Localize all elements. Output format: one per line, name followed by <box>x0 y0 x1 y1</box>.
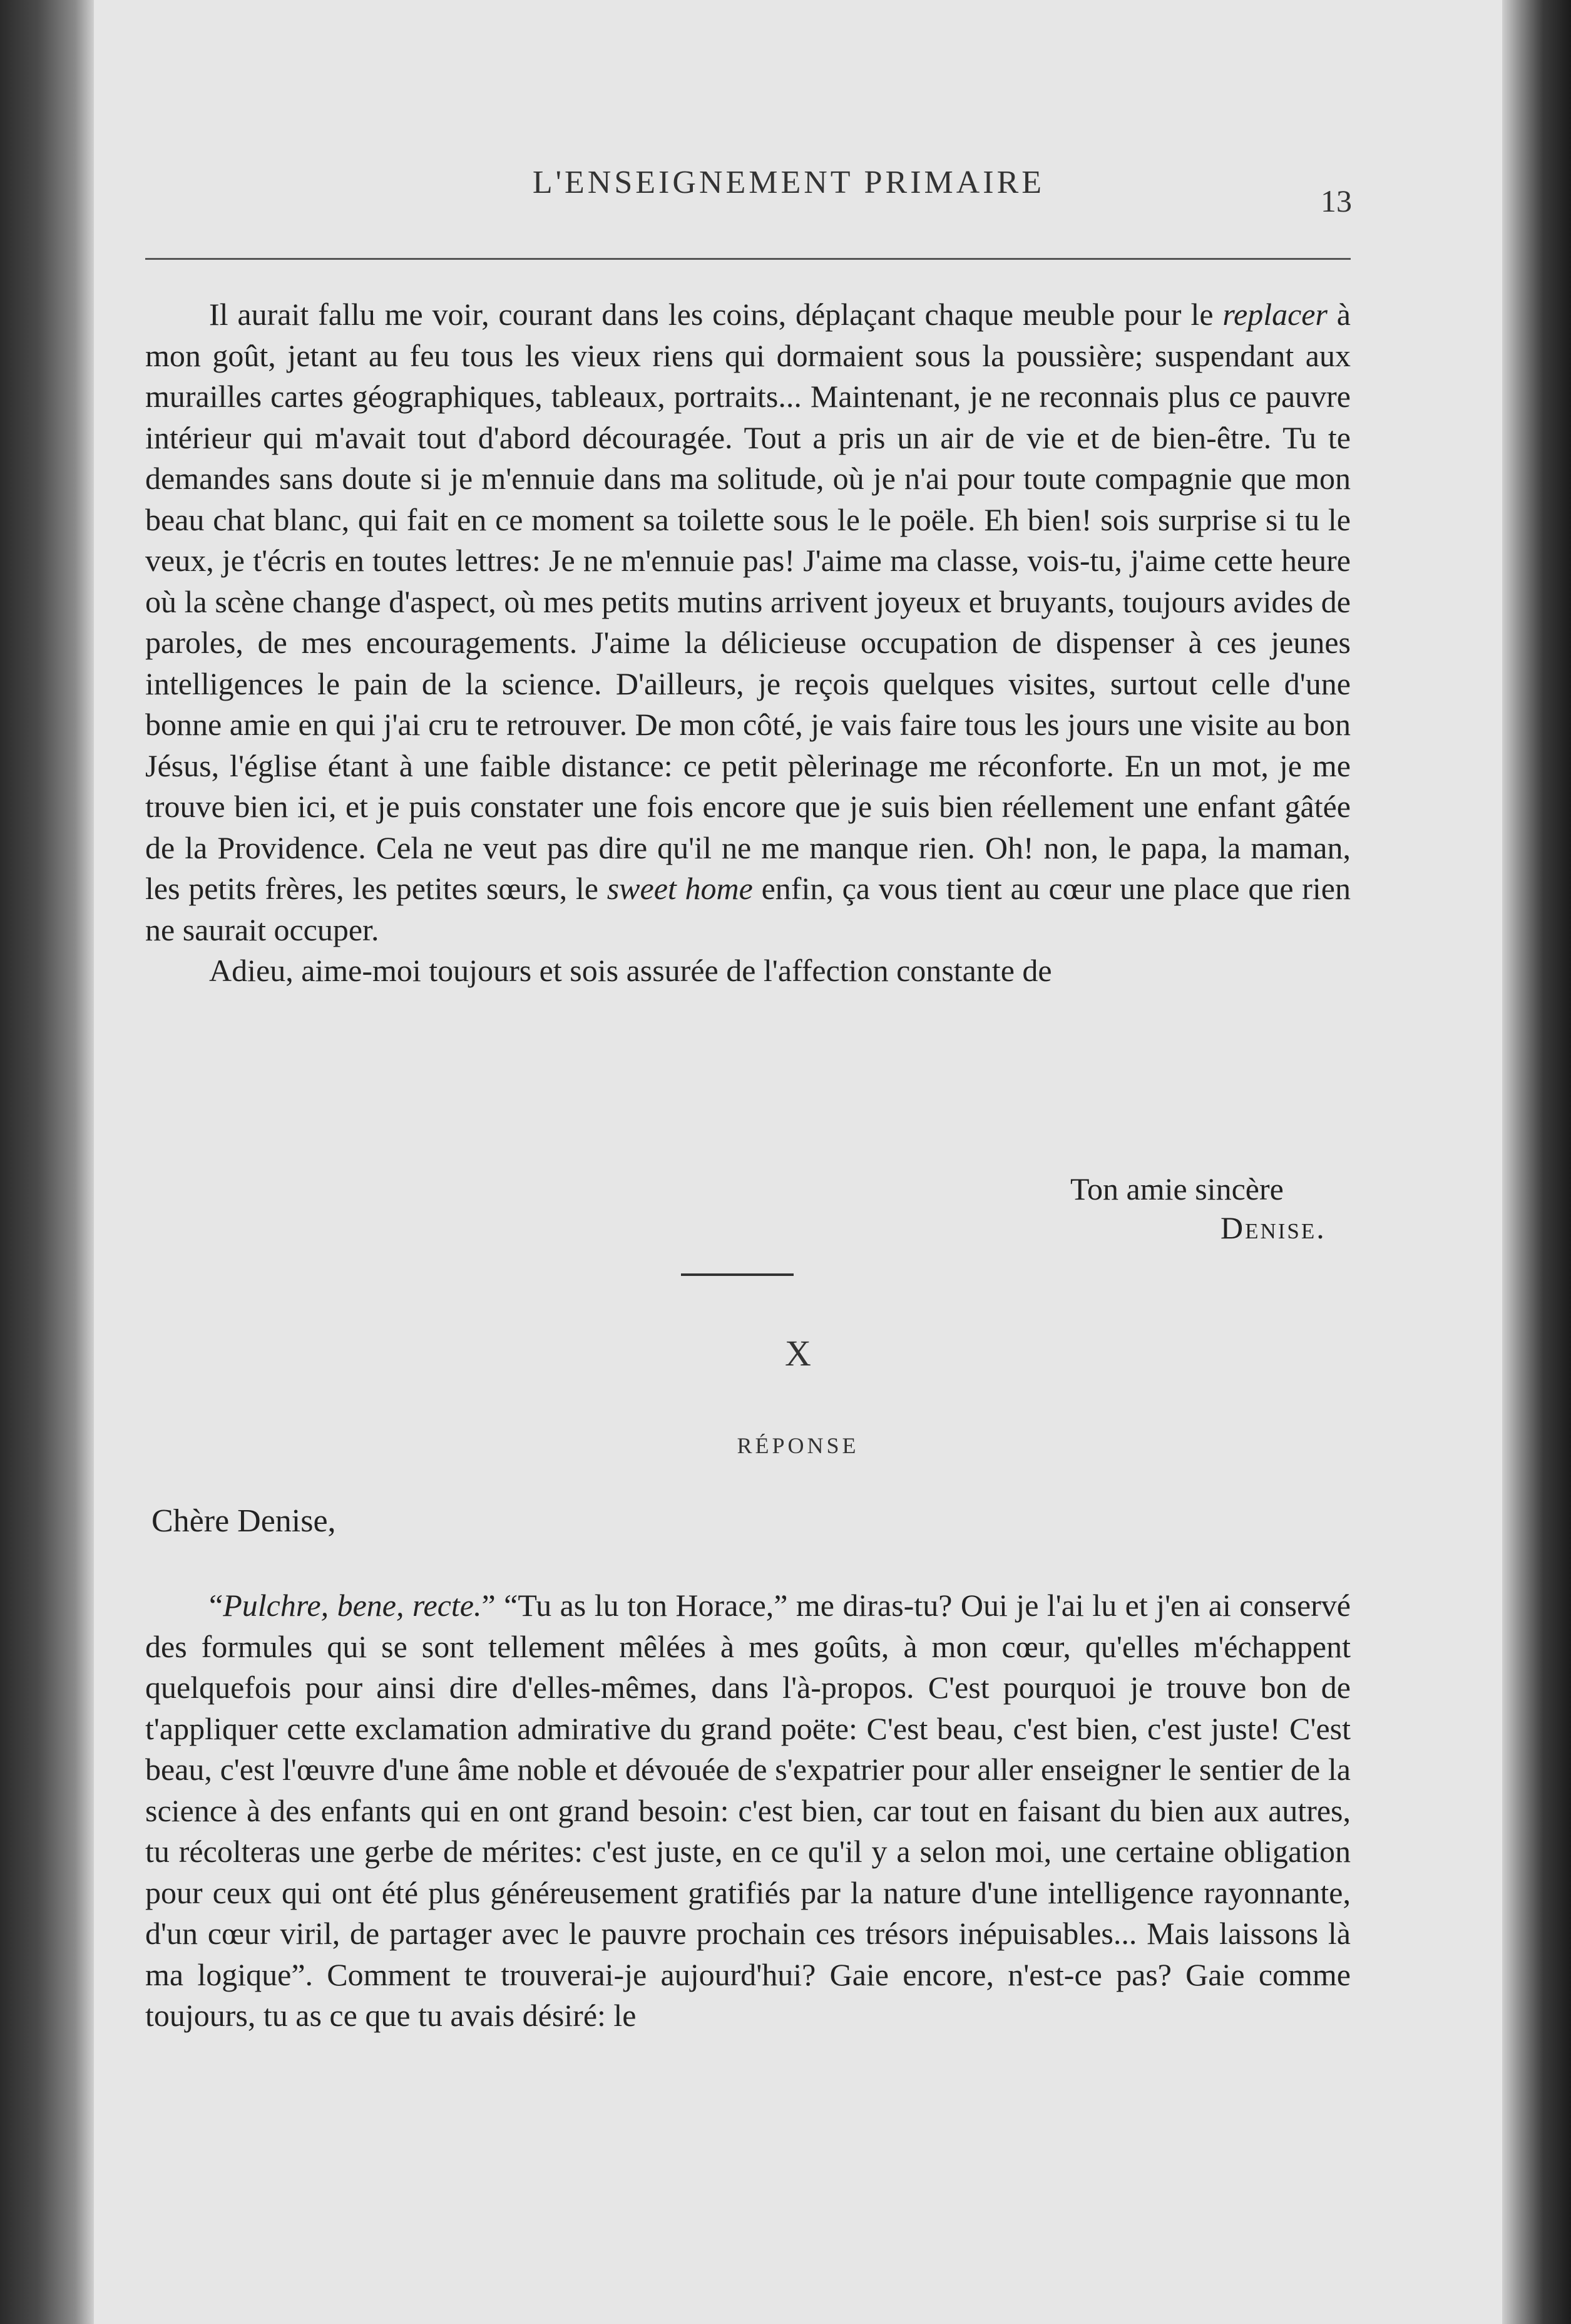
book-edge-right <box>1502 0 1571 2324</box>
text-run: ” “Tu as lu ton Horace,” me diras-tu? Oui je l'ai lu et j'en ai conservé des formules qui se sont tellement mêlées à mes goûts, à mon cœur, qu'elles m'échappent quelquefois pour ainsi dire d'elles-mêmes, dans l'à-propos. C'est pourquoi je trouve bon de t'appliquer cette exclamation admirative du grand poëte: C'est beau, c'est bien, c'est juste! C'est beau, c'est l'œuvre d'une âme noble et dévouée de s'expatrier pour aller enseigner le sentier de la science à des enfants qui en ont grand besoin: c'est bien, car tout en faisant du bien aux autres, tu récolteras une gerbe de mérites: c'est juste, en ce qu'il y a selon moi, une certaine obligation pour ceux qui ont été plus généreusement gratifiés par la nature d'une intelligence rayonnante, d'un cœur viril, de partager avec le pauvre prochain ces trésors inépuisables... Mais laissons là ma logique”. Comment te trouverai-je aujourd'hui? Gaie encore, n'est-ce pas? Gaie comme toujours, tu as ce que tu avais désiré: le <box>145 1588 1351 2033</box>
section-title: RÉPONSE <box>737 1433 859 1458</box>
text-run: Il aurait fallu me voir, courant dans les coins, déplaçant chaque meuble pour le <box>209 297 1223 332</box>
latin-quote: Pulchre, bene, recte. <box>223 1588 482 1623</box>
text-run: “ <box>209 1588 223 1623</box>
salutation: Chère Denise, <box>151 1503 336 1539</box>
section-number: X <box>785 1333 811 1374</box>
text-run: à mon goût, jetant au feu tous les vieux riens qui dormaient sous la poussière; suspendant aux murailles cartes géographiques, tableaux, portraits... Maintenant, je ne reconnais plus ce pauvre intérieur qui m'avait tout d'abord découragée. Tout a pris un air de vie et de bien-être. Tu te demandes sans doute si je m'ennuie dans ma solitude, où je n'ai pour toute compagnie que mon beau chat blanc, qui fait en ce moment sa toilette sous le le poële. Eh bien! sois surprise si tu le veux, je t'écris en toutes lettres: Je ne m'ennuie pas! J'aime ma classe, vois-tu, j'aime cette heure où la scène change d'aspect, où mes petits mutins arrivent joyeux et bruyants, toujours avides de paroles, de mes encouragements. J'aime la délicieuse occupation de dispenser à ces jeunes intelligences le pain de la science. D'ailleurs, je reçois quelques visites, surtout celle d'une bonne amie en qui j'ai cru te retrouver. De mon côté, je vais faire tous les jours une visite au bon Jésus, l'église étant à une faible distance: ce petit pèlerinage me réconforte. En un mot, je me trouve bien ici, et je puis constater une fois encore que je suis bien réellement une enfant gâtée de la Providence. Cela ne veut pas dire qu'il ne me manque rien. Oh! non, le papa, la maman, les petits frères, les petites sœurs, le <box>145 297 1351 906</box>
closing-line: Ton amie sincère <box>1070 1171 1284 1206</box>
signature-name: Denise. <box>1220 1210 1326 1245</box>
page-number: 13 <box>1321 183 1352 219</box>
header-rule <box>145 258 1351 260</box>
reply-paragraph <box>145 1585 1351 2037</box>
letter-paragraph-farewell: Adieu, aime-moi toujours et sois assurée de l'affection constante de <box>209 953 1052 988</box>
letter-body <box>145 294 1351 992</box>
page-header <box>94 164 1502 219</box>
italic-word: replacer <box>1222 297 1328 332</box>
reply-body <box>145 1585 1351 2037</box>
letter-signature <box>970 1170 1358 1247</box>
section-separator <box>681 1273 794 1276</box>
book-gutter-left <box>0 0 94 2324</box>
running-title: L'ENSEIGNEMENT PRIMAIRE <box>532 165 1045 200</box>
letter-paragraph <box>145 294 1351 950</box>
text-run: enfin, ça vous tient au cœur une place que rien ne saurait occuper. <box>145 871 1351 947</box>
italic-phrase: sweet home <box>606 871 753 906</box>
book-page <box>94 0 1502 2324</box>
